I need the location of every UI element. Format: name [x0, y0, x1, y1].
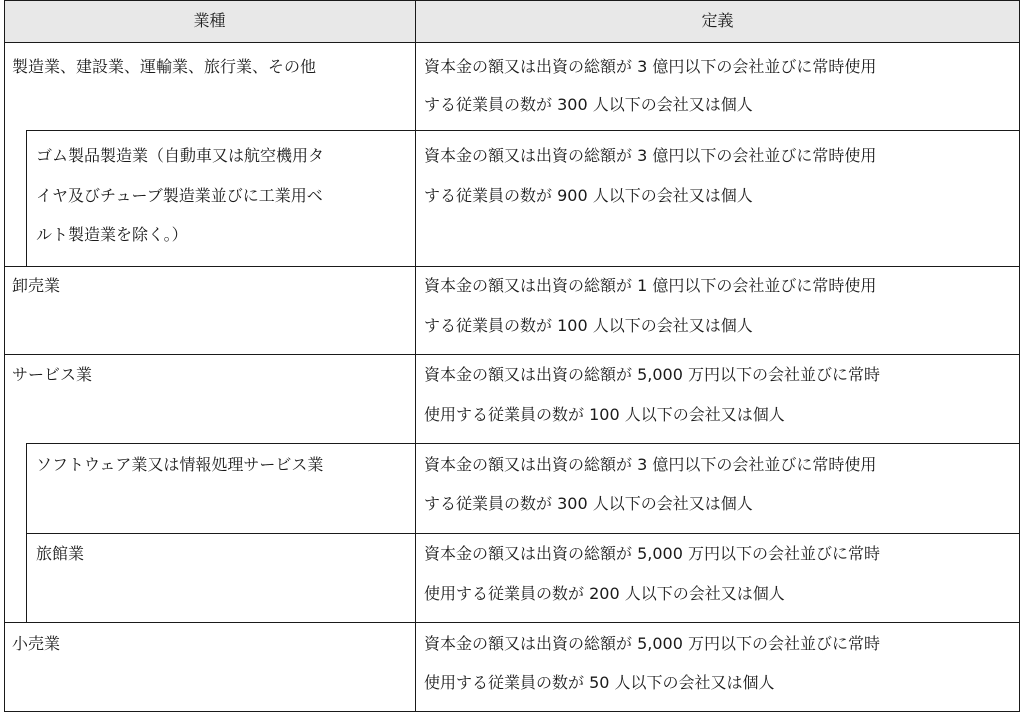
subcategory-indent-line — [26, 443, 27, 623]
definition-text: 資本金の額又は出資の総額が 5,000 万円以下の会社並びに常時 — [424, 544, 880, 563]
industry-text: 小売業 — [12, 634, 61, 653]
industry-text: ソフトウェア業又は情報処理サービス業 — [36, 455, 324, 474]
table-border-left — [4, 0, 5, 712]
definition-text: 資本金の額又は出資の総額が 3 億円以下の会社並びに常時使用 — [424, 57, 877, 76]
definition-text: する従業員の数が 900 人以下の会社又は個人 — [424, 186, 753, 205]
definition-text: する従業員の数が 100 人以下の会社又は個人 — [424, 316, 753, 335]
definition-text: する従業員の数が 300 人以下の会社又は個人 — [424, 95, 753, 114]
row-divider — [26, 443, 1020, 444]
definition-text: 資本金の額又は出資の総額が 3 億円以下の会社並びに常時使用 — [424, 146, 877, 165]
industry-text: ゴム製品製造業（自動車又は航空機用タ — [36, 146, 325, 165]
subcategory-indent-line — [26, 130, 27, 267]
row-divider — [26, 130, 1020, 131]
definition-text: 使用する従業員の数が 50 人以下の会社又は個人 — [424, 673, 775, 692]
industry-text: 卸売業 — [12, 276, 61, 295]
header-industry: 業種 — [193, 11, 226, 30]
row-divider — [4, 354, 1020, 355]
definition-text: 使用する従業員の数が 100 人以下の会社又は個人 — [424, 405, 785, 424]
definition-text: 資本金の額又は出資の総額が 1 億円以下の会社並びに常時使用 — [424, 276, 877, 295]
definition-text: 資本金の額又は出資の総額が 5,000 万円以下の会社並びに常時 — [424, 365, 880, 384]
definition-text: する従業員の数が 300 人以下の会社又は個人 — [424, 494, 753, 513]
table-border-bottom — [4, 711, 1020, 712]
industry-text: ルト製造業を除く。） — [36, 225, 188, 244]
definition-text: 資本金の額又は出資の総額が 3 億円以下の会社並びに常時使用 — [424, 455, 877, 474]
industry-text: イヤ及びチューブ製造業並びに工業用ベ — [36, 186, 323, 205]
header-divider — [4, 42, 1020, 43]
definition-text: 資本金の額又は出資の総額が 5,000 万円以下の会社並びに常時 — [424, 634, 880, 653]
header-definition: 定義 — [701, 11, 734, 30]
row-divider — [4, 622, 1020, 623]
row-divider — [26, 533, 1020, 534]
column-divider — [415, 0, 416, 712]
table-border-right — [1019, 0, 1020, 712]
industry-text: 製造業、建設業、運輸業、旅行業、その他 — [12, 57, 317, 76]
industry-text: 旅館業 — [36, 544, 85, 563]
table-border-top — [4, 0, 1020, 1]
industry-text: サービス業 — [12, 365, 93, 384]
definition-text: 使用する従業員の数が 200 人以下の会社又は個人 — [424, 584, 785, 603]
